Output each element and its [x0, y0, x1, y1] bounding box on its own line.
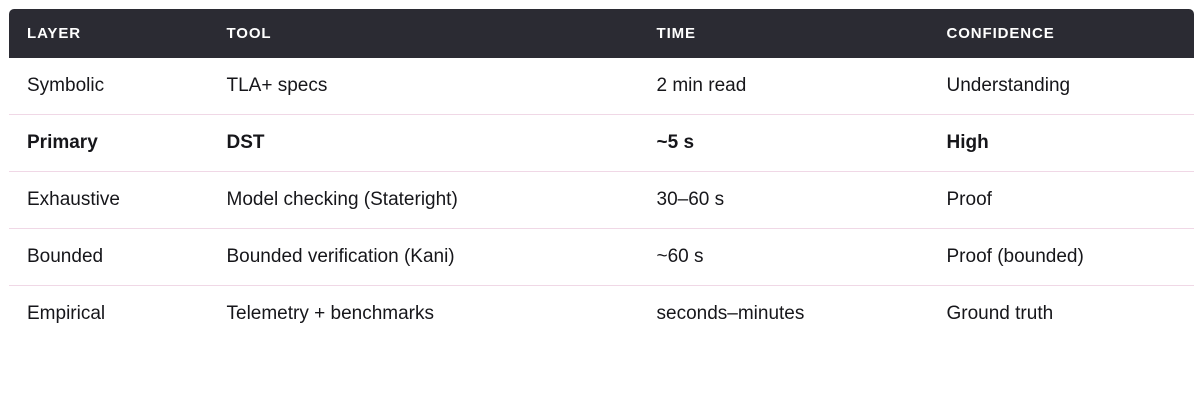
verification-layers-table	[8, 8, 1195, 343]
column-header-confidence: CONFIDENCE	[946, 25, 1055, 42]
table-row	[9, 172, 1195, 229]
cell-confidence: Proof (bounded)	[929, 229, 1195, 286]
cell-confidence: High	[929, 115, 1195, 172]
cell-confidence: Understanding	[929, 58, 1195, 115]
table-header	[9, 9, 1195, 59]
column-header-layer: LAYER	[27, 25, 81, 42]
cell-time: ~5 s	[639, 115, 929, 172]
table-row	[9, 286, 1195, 343]
table-row	[9, 229, 1195, 286]
column-header-tool: TOOL	[226, 25, 272, 42]
cell-tool: DST	[209, 115, 639, 172]
cell-layer: Exhaustive	[9, 172, 209, 229]
table-row	[9, 58, 1195, 115]
column-header-time: TIME	[656, 25, 696, 42]
cell-confidence: Proof	[929, 172, 1195, 229]
cell-layer: Empirical	[9, 286, 209, 343]
cell-time: 2 min read	[639, 58, 929, 115]
cell-layer: Primary	[9, 115, 209, 172]
table-header-row	[9, 9, 1195, 59]
cell-tool: Bounded verification (Kani)	[209, 229, 639, 286]
cell-time: 30–60 s	[639, 172, 929, 229]
cell-tool: TLA+ specs	[209, 58, 639, 115]
table-body	[9, 58, 1195, 343]
cell-layer: Symbolic	[9, 58, 209, 115]
cell-confidence: Ground truth	[929, 286, 1195, 343]
cell-time: seconds–minutes	[639, 286, 929, 343]
cell-tool: Telemetry + benchmarks	[209, 286, 639, 343]
cell-time: ~60 s	[639, 229, 929, 286]
cell-tool: Model checking (Stateright)	[209, 172, 639, 229]
cell-layer: Bounded	[9, 229, 209, 286]
table-row	[9, 115, 1195, 172]
